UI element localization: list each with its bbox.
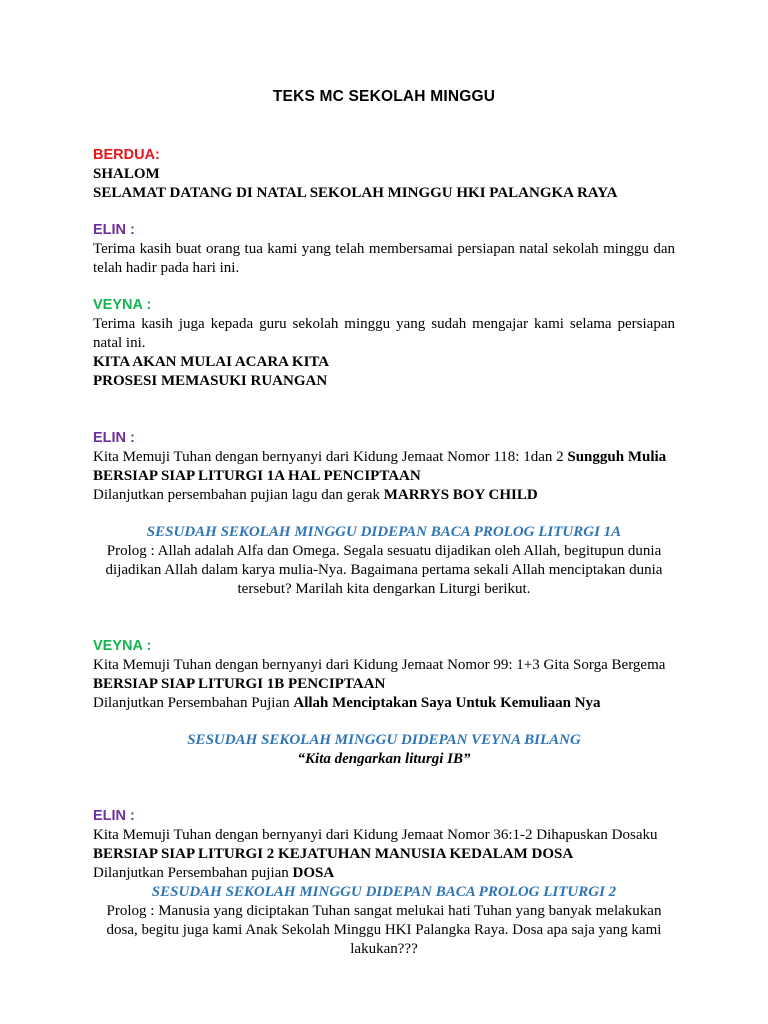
- speaker-label: BERDUA:: [93, 147, 160, 163]
- continuation-text: Dilanjutkan persembahan pujian lagu dan gerak: [93, 487, 384, 503]
- song-line: [93, 448, 675, 467]
- continuation-line: [93, 694, 675, 713]
- continuation-line: [93, 864, 675, 883]
- continuation-text: Dilanjutkan Persembahan pujian: [93, 865, 293, 881]
- paragraph: Terima kasih juga kepada guru sekolah minggu yang sudah mengajar kami selama persiapan natal ini.: [93, 316, 675, 351]
- speaker-label: ELIN :: [93, 430, 135, 446]
- page-title: TEKS MC SEKOLAH MINGGU: [272, 88, 496, 105]
- greeting-line: SHALOM: [93, 166, 160, 182]
- section-elin-2: [93, 429, 675, 599]
- section-berdua: [93, 146, 675, 203]
- speaker-label: ELIN :: [93, 808, 135, 824]
- stage-instruction: SESUDAH SEKOLAH MINGGU DIDEPAN VEYNA BILANG: [187, 732, 581, 748]
- section-veyna-2: [93, 637, 675, 769]
- welcome-line: SELAMAT DATANG DI NATAL SEKOLAH MINGGU HKI PALANGKA RAYA: [93, 185, 618, 201]
- paragraph: Terima kasih buat orang tua kami yang telah membersamai persiapan natal sekolah minggu dan telah hadir pada hari ini.: [93, 241, 675, 276]
- liturgy-line: BERSIAP SIAP LITURGI 2 KEJATUHAN MANUSIA KEDALAM DOSA: [93, 846, 574, 862]
- continuation-title: Allah Menciptakan Saya Untuk Kemuliaan Nya: [293, 695, 601, 711]
- song-title: Sungguh Mulia: [567, 449, 667, 465]
- speaker-label: VEYNA :: [93, 638, 152, 654]
- document-body: [93, 146, 675, 959]
- song-text: Kita Memuji Tuhan dengan bernyanyi dari Kidung Jemaat Nomor 118: 1dan 2: [93, 449, 568, 465]
- announcement-line: KITA AKAN MULAI ACARA KITA: [93, 354, 330, 370]
- section-elin-3: [93, 807, 675, 959]
- continuation-text: Dilanjutkan Persembahan Pujian: [93, 695, 294, 711]
- section-veyna-1: [93, 296, 675, 391]
- song-line: Kita Memuji Tuhan dengan bernyanyi dari Kidung Jemaat Nomor 99: 1+3 Gita Sorga Bergema: [93, 657, 666, 673]
- stage-instruction: SESUDAH SEKOLAH MINGGU DIDEPAN BACA PROLOG LITURGI 2: [151, 884, 617, 900]
- continuation-line: [93, 486, 675, 505]
- section-elin-1: [93, 221, 675, 278]
- quote-line: “Kita dengarkan liturgi IB”: [297, 751, 471, 767]
- announcement-line: PROSESI MEMASUKI RUANGAN: [93, 373, 328, 389]
- liturgy-line: BERSIAP SIAP LITURGI 1B PENCIPTAAN: [93, 676, 386, 692]
- continuation-title: DOSA: [292, 865, 335, 881]
- stage-instruction: SESUDAH SEKOLAH MINGGU DIDEPAN BACA PROLOG LITURGI 1A: [146, 524, 622, 540]
- speaker-label: ELIN :: [93, 222, 135, 238]
- continuation-title: MARRYS BOY CHILD: [383, 487, 538, 503]
- speaker-label: VEYNA :: [93, 297, 152, 313]
- liturgy-line: BERSIAP SIAP LITURGI 1A HAL PENCIPTAAN: [93, 468, 421, 484]
- prolog-text: Prolog : Manusia yang diciptakan Tuhan sangat melukai hati Tuhan yang banyak melakukan dosa, begitu juga kami Anak Sekolah Minggu HKI Palangka Raya. Dosa apa saja yang kami lakukan???: [106, 903, 662, 957]
- prolog-text: Prolog : Allah adalah Alfa dan Omega. Segala sesuatu dijadikan oleh Allah, begitupun dunia dijadikan Allah dalam karya mulia-Nya. Bagaimana pertama sekali Allah menciptakan dunia tersebut? Marilah kita dengarkan Liturgi berikut.: [105, 543, 663, 597]
- song-line: Kita Memuji Tuhan dengan bernyanyi dari Kidung Jemaat Nomor 36:1-2 Dihapuskan Dosaku: [93, 827, 658, 843]
